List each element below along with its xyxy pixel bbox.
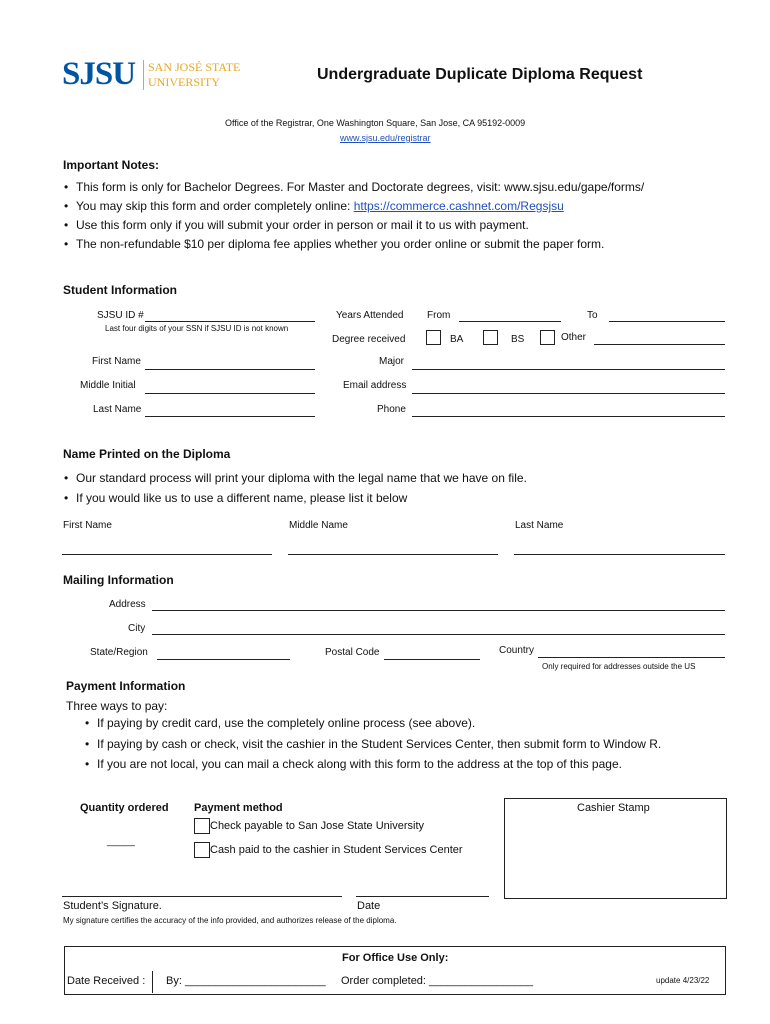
address-field[interactable] [152, 610, 725, 611]
postal-code-label: Postal Code [325, 647, 380, 658]
payment-heading: Payment Information [66, 679, 186, 693]
bullet-icon: • [64, 237, 69, 251]
signature-certify-text: My signature certifies the accuracy of the info provided, and authorizes release of the diploma. [63, 916, 397, 925]
online-order-link[interactable]: https://commerce.cashnet.com/Regsjsu [353, 199, 564, 213]
ba-label: BA [450, 334, 464, 345]
payment-item-3: If you are not local, you can mail a check along with this form to the address at the top of this page. [97, 757, 622, 771]
country-hint: Only required for addresses outside the US [542, 662, 696, 671]
bullet-icon: • [64, 180, 69, 194]
logo-divider [143, 60, 144, 90]
address-label: Address [109, 599, 146, 610]
first-name-label: First Name [92, 356, 141, 367]
check-payment-label: Check payable to San Jose State University [210, 820, 425, 832]
last-name-field[interactable] [145, 416, 315, 417]
state-label: State/Region [90, 647, 148, 658]
bullet-icon: • [85, 757, 90, 771]
country-label: Country [499, 645, 535, 656]
diploma-last-name-label: Last Name [515, 520, 564, 531]
phone-field[interactable] [412, 416, 725, 417]
degree-received-label: Degree received [332, 334, 406, 345]
logo-sjsu: SJSU [62, 56, 136, 92]
sjsu-id-label: SJSU ID # [97, 310, 144, 321]
quantity-ordered-field[interactable]: _____ [107, 836, 135, 847]
cash-payment-checkbox[interactable] [194, 842, 210, 858]
diploma-middle-name-field[interactable] [288, 554, 498, 555]
logo-line1: SAN JOSÉ STATE [148, 60, 241, 74]
major-field[interactable] [412, 369, 725, 370]
bs-checkbox[interactable] [483, 330, 498, 345]
registrar-address: Office of the Registrar, One Washington Square, San Jose, CA 95192-0009 [225, 118, 526, 128]
payment-item-1: If paying by credit card, use the completely online process (see above). [97, 716, 476, 730]
bullet-icon: • [64, 491, 69, 505]
middle-initial-label: Middle Initial [80, 380, 136, 391]
office-use-box [64, 946, 726, 995]
office-divider [152, 971, 153, 993]
check-payment-checkbox[interactable] [194, 818, 210, 834]
to-label: To [587, 310, 598, 321]
city-label: City [128, 623, 146, 634]
middle-initial-field[interactable] [145, 393, 315, 394]
quantity-ordered-label: Quantity ordered [80, 802, 169, 814]
received-by-field[interactable]: By: _______________________ [166, 975, 326, 987]
to-year-field[interactable] [609, 321, 725, 322]
diploma-name-item-1: Our standard process will print your diploma with the legal name that we have on file. [76, 471, 527, 485]
sjsu-id-hint: Last four digits of your SSN if SJSU ID is not known [105, 324, 289, 333]
payment-method-label: Payment method [194, 802, 283, 814]
ba-checkbox[interactable] [426, 330, 441, 345]
city-field[interactable] [152, 634, 725, 635]
note-item-1: This form is only for Bachelor Degrees. For Master and Doctorate degrees, visit: www.sjsu.edu/gape/forms/ [76, 180, 645, 194]
other-label: Other [561, 332, 587, 343]
notes-heading: Important Notes: [63, 158, 159, 172]
diploma-name-item-2: If you would like us to use a different name, please list it below [76, 491, 408, 505]
note-item-3: Use this form only if you will submit your order in person or mail it to us with payment. [76, 218, 529, 232]
office-use-heading: For Office Use Only: [342, 952, 449, 964]
payment-intro: Three ways to pay: [66, 699, 168, 713]
bullet-icon: • [85, 716, 90, 730]
student-info-heading: Student Information [63, 283, 177, 297]
first-name-field[interactable] [145, 369, 315, 370]
signature-label: Student’s Signature. [63, 900, 162, 912]
note-item-4: The non-refundable $10 per diploma fee applies whether you order online or submit the paper form. [76, 237, 605, 251]
bullet-icon: • [64, 199, 69, 213]
order-completed-field[interactable]: Order completed: _________________ [341, 975, 534, 987]
cashier-stamp-label: Cashier Stamp [577, 802, 650, 814]
diploma-first-name-label: First Name [63, 520, 112, 531]
signature-field[interactable] [62, 896, 342, 897]
other-degree-field[interactable] [594, 344, 725, 345]
bullet-icon: • [64, 218, 69, 232]
mailing-heading: Mailing Information [63, 573, 174, 587]
date-received-label: Date Received : [67, 975, 146, 987]
major-label: Major [379, 356, 405, 367]
email-field[interactable] [412, 393, 725, 394]
diploma-middle-name-label: Middle Name [289, 520, 348, 531]
diploma-last-name-field[interactable] [514, 554, 725, 555]
date-field[interactable] [356, 896, 489, 897]
state-field[interactable] [157, 659, 290, 660]
logo [62, 58, 252, 94]
note-item-2-text: You may skip this form and order completely online: [76, 199, 351, 213]
years-attended-label: Years Attended [336, 310, 404, 321]
cash-payment-label: Cash paid to the cashier in Student Services Center [210, 844, 463, 856]
from-label: From [427, 310, 451, 321]
update-date: update 4/23/22 [656, 976, 710, 985]
email-label: Email address [343, 380, 407, 391]
note-item-2 [76, 199, 564, 213]
from-year-field[interactable] [459, 321, 561, 322]
bullet-icon: • [85, 737, 90, 751]
registrar-website-link[interactable]: www.sjsu.edu/registrar [340, 133, 431, 143]
sjsu-id-field[interactable] [145, 321, 315, 322]
phone-label: Phone [377, 404, 406, 415]
last-name-label: Last Name [93, 404, 142, 415]
bs-label: BS [511, 334, 525, 345]
payment-item-2: If paying by cash or check, visit the cashier in the Student Services Center, then submit form to Window R. [97, 737, 662, 751]
logo-line2: UNIVERSITY [148, 75, 220, 89]
postal-code-field[interactable] [384, 659, 480, 660]
page-title: Undergraduate Duplicate Diploma Request [317, 66, 643, 83]
cashier-stamp-box [504, 798, 727, 899]
bullet-icon: • [64, 471, 69, 485]
diploma-first-name-field[interactable] [62, 554, 272, 555]
date-label: Date [357, 900, 381, 912]
country-field[interactable] [538, 657, 725, 658]
diploma-name-heading: Name Printed on the Diploma [63, 447, 231, 461]
other-checkbox[interactable] [540, 330, 555, 345]
